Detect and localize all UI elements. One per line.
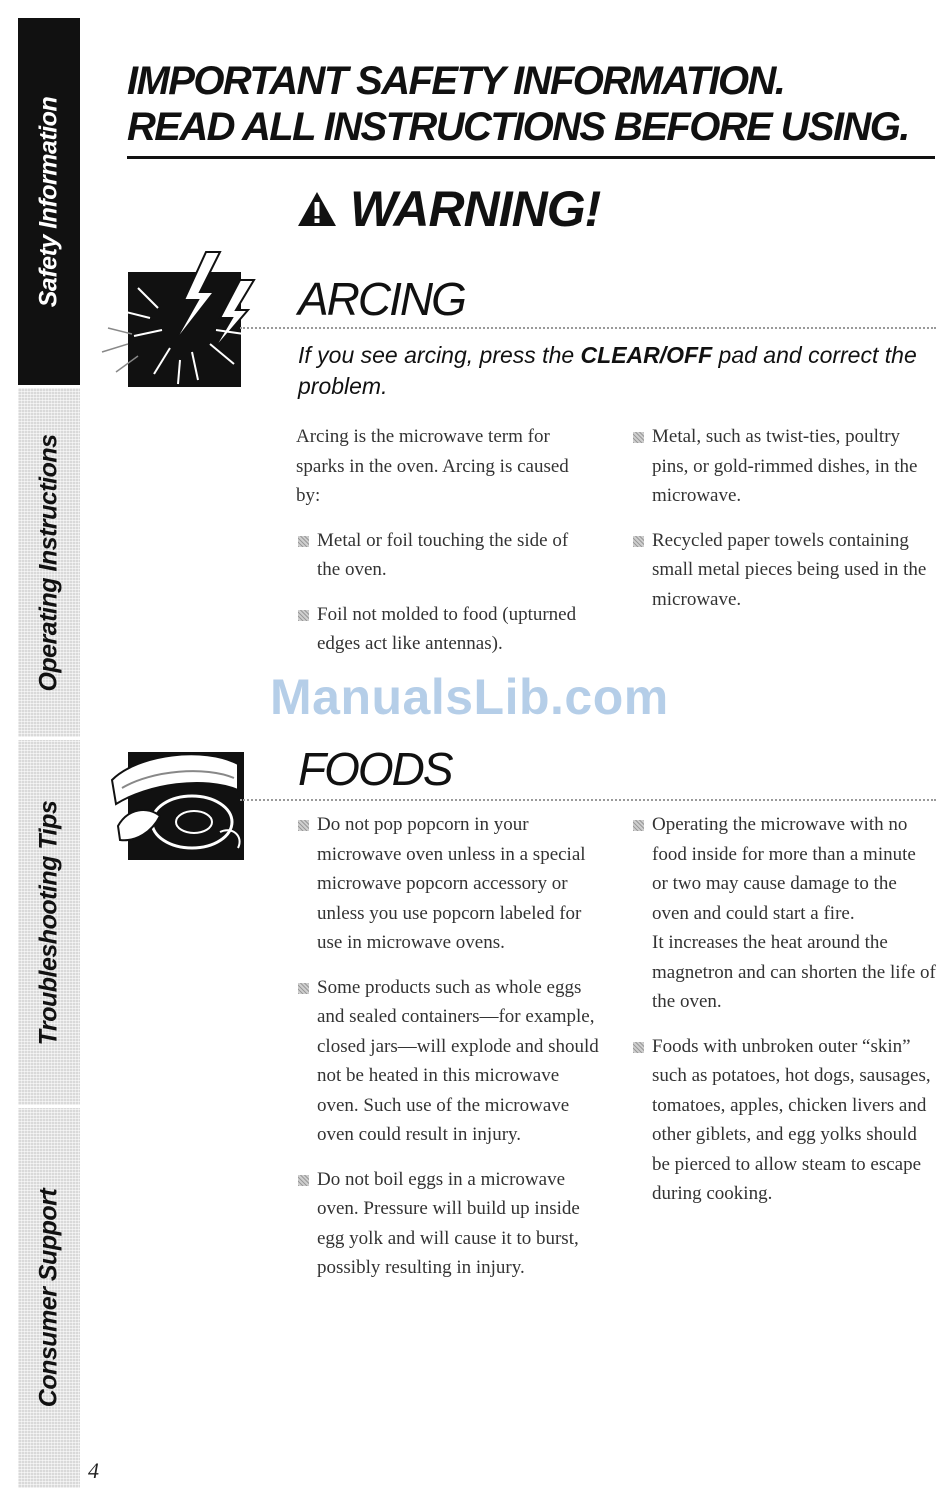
foods-right-column (631, 810, 936, 1224)
header-line-2: READ ALL INSTRUCTIONS BEFORE USING. (127, 105, 909, 149)
tab-label: Operating Instructions (34, 433, 63, 692)
tab-consumer-support[interactable] (18, 1108, 80, 1488)
arcing-right-column (631, 422, 936, 629)
warning-label: WARNING! (350, 181, 601, 237)
arcing-left-column (296, 422, 596, 674)
list-item: Recycled paper towels containing small metal pieces being used in the microwave. (631, 526, 936, 615)
section-title-foods: FOODS (298, 743, 452, 795)
arcing-paragraph: Arcing is the microwave term for sparks in the oven. Arcing is caused by: (296, 426, 569, 506)
page-number: 4 (88, 1458, 99, 1483)
list-item: Foil not molded to food (upturned edges act like antennas). (296, 600, 596, 659)
list-item: Do not boil eggs in a microwave oven. Pressure will build up inside egg yolk and will cause it to burst, possibly resulting in injury. (296, 1165, 601, 1283)
section-divider (240, 327, 936, 329)
section-divider (240, 799, 936, 801)
sidebar-tabs (18, 18, 80, 1488)
section-title-arcing: ARCING (298, 273, 465, 325)
list-item: Do not pop popcorn in your microwave oven unless in a special microwave popcorn accessory or unless you use popcorn labeled for use in microwave ovens. (296, 810, 601, 958)
list-item: Metal, such as twist-ties, poultry pins, or gold-rimmed dishes, in the microwave. (631, 422, 936, 511)
list-item: Metal or foil touching the side of the oven. (296, 526, 596, 585)
foods-egg-icon (108, 740, 248, 862)
list-item: Some products such as whole eggs and sealed containers—for example, closed jars—will explode and should not be heated in this microwave oven. Such use of the microwave oven could result in injury. (296, 973, 601, 1150)
tab-operating-instructions[interactable] (18, 388, 80, 740)
list-item-note: It increases the heat around the magnetron and can shorten the life of the oven. (652, 932, 936, 1012)
warning-triangle-icon (296, 190, 338, 228)
tab-label: Safety Information (34, 96, 63, 307)
arcing-spark-icon (98, 248, 258, 390)
tab-label: Troubleshooting Tips (34, 800, 63, 1045)
foods-left-column (296, 810, 601, 1298)
header-line-1: IMPORTANT SAFETY INFORMATION. (127, 59, 785, 103)
page-header (127, 58, 935, 159)
tab-label: Consumer Support (34, 1188, 63, 1408)
watermark: ManualsLib.com (270, 669, 669, 725)
tab-troubleshooting-tips[interactable] (18, 740, 80, 1108)
clear-off-pad-label: CLEAR/OFF (580, 342, 713, 368)
warning-heading (296, 180, 600, 238)
tab-safety-information[interactable] (18, 18, 80, 388)
list-item: Operating the microwave with no food inside for more than a minute or two may cause damage to the oven and could start a fire. (631, 810, 936, 928)
list-item: Foods with unbroken outer “skin” such as potatoes, hot dogs, sausages, tomatoes, apples, chicken livers and other giblets, and egg yolks should be pierced to allow steam to escape during cooking. (631, 1032, 936, 1209)
arcing-intro: If you see arcing, press the CLEAR/OFF pad and correct the problem. (298, 342, 917, 399)
